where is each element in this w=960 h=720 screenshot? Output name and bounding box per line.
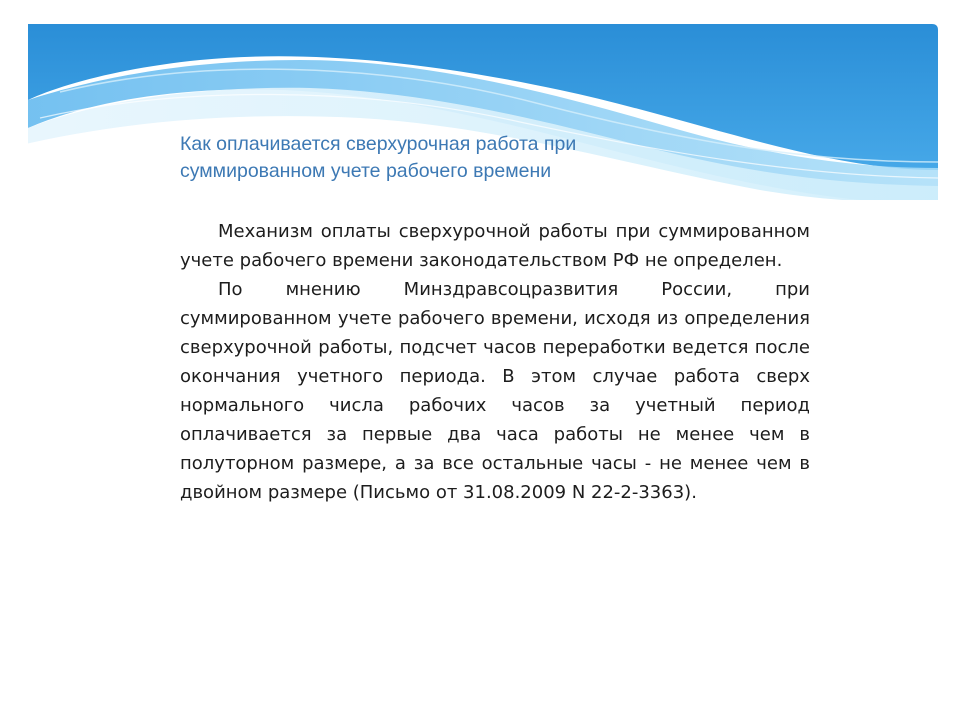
slide-title <box>180 131 660 185</box>
title-line-2: суммированном учете рабочего времени <box>180 160 552 182</box>
body-text <box>180 217 810 507</box>
paragraph-1: Механизм оплаты сверхурочной работы при суммированном учете рабочего времени законодательством РФ не определен. <box>180 221 810 271</box>
paragraph-2: По мнению Минздравсоцразвития России, при суммированном учете рабочего времени, исходя из определения сверхурочной работы, подсчет часов переработки ведется после окончания учетного периода. В этом случае работа сверх нормального числа рабочих часов за учетный период оплачивается за первые два часа работы не менее чем в полуторном размере, а за все остальные часы - не менее чем в двойном размере (Письмо от 31.08.2009 N 22-2-3363). <box>180 279 810 503</box>
title-line-1: Как оплачивается сверхурочная работа при <box>180 133 577 155</box>
